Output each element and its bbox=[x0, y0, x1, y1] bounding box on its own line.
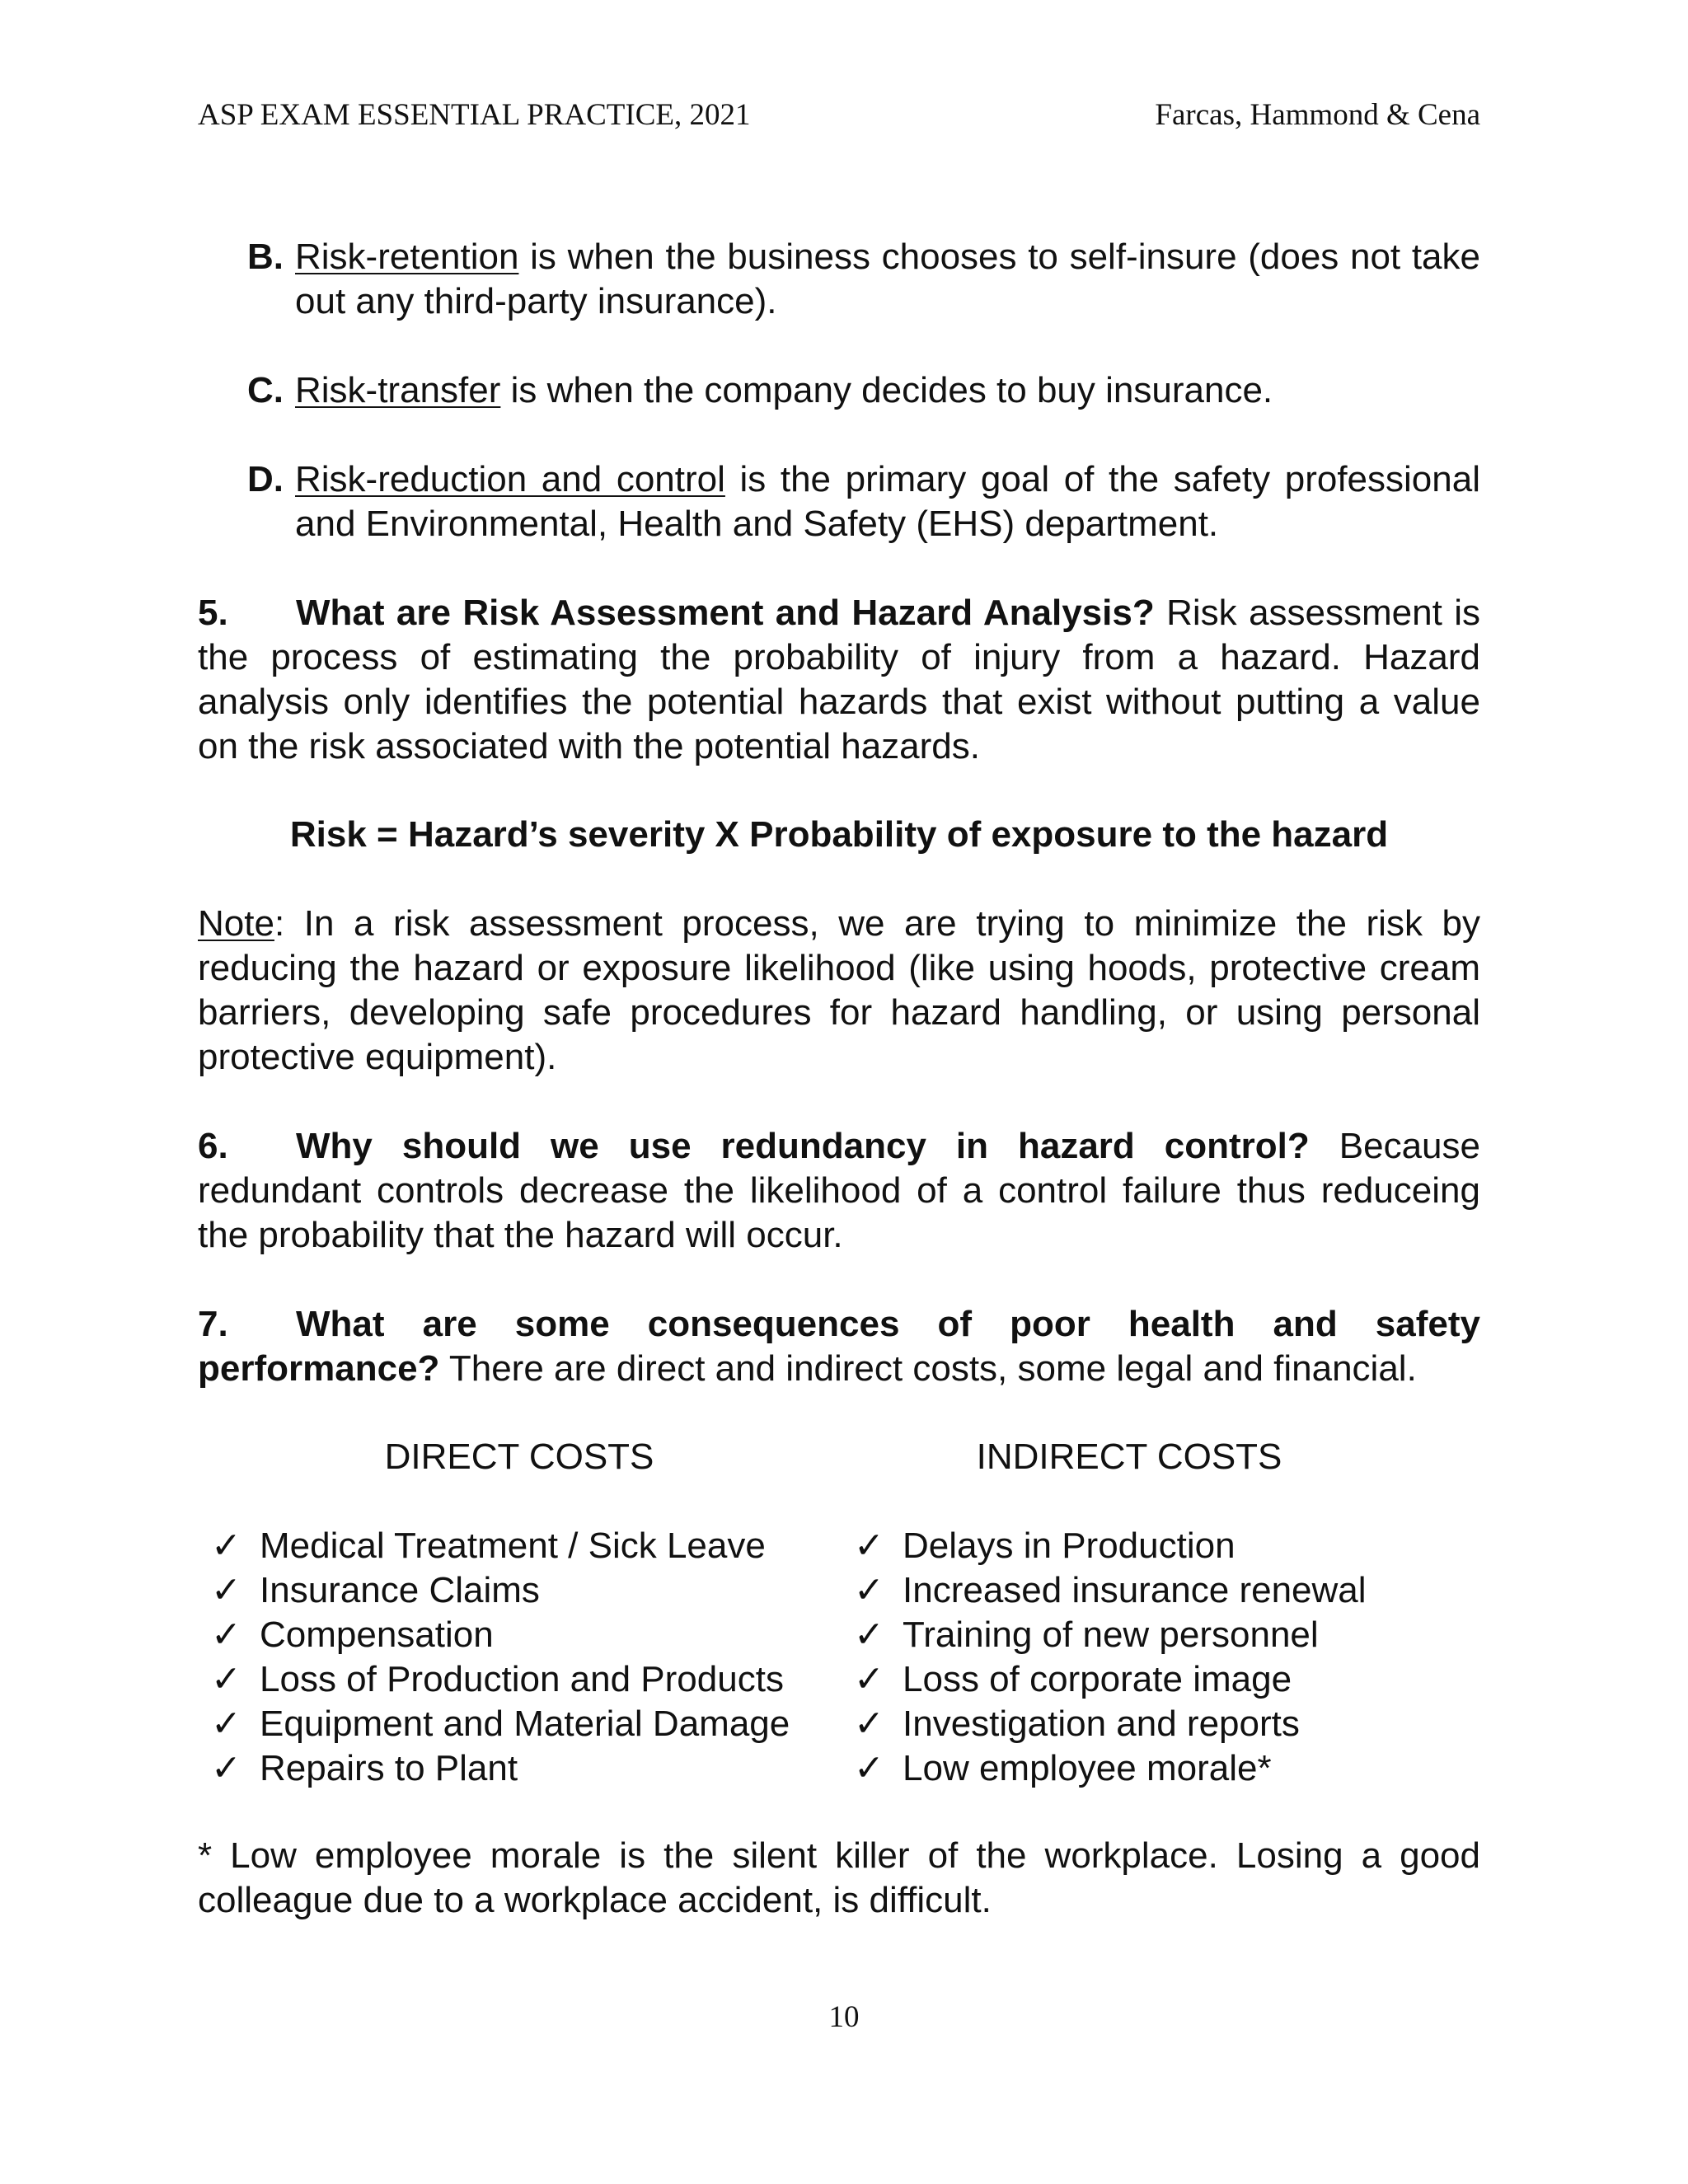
list-item bbox=[198, 1613, 841, 1657]
list-item bbox=[198, 1568, 841, 1613]
page-number: 10 bbox=[828, 2000, 860, 2034]
list-item bbox=[841, 1746, 1480, 1791]
list-item-text: Investigation and reports bbox=[903, 1704, 1300, 1744]
list-item bbox=[841, 1702, 1480, 1746]
page-content bbox=[198, 235, 1480, 1923]
footnote: * Low employee morale is the silent killer of the workplace. Losing a good colleague due to a workplace accident, is difficult. bbox=[198, 1835, 1480, 1920]
item-text: is when the company decides to buy insurance. bbox=[500, 370, 1273, 410]
direct-costs-column bbox=[198, 1435, 841, 1791]
question-text: Why should we use redundancy in hazard control? bbox=[296, 1126, 1310, 1166]
item-letter: D. bbox=[247, 459, 284, 499]
risk-formula: Risk = Hazard’s severity X Probability of exposure to the hazard bbox=[289, 814, 1389, 855]
direct-costs-list bbox=[198, 1524, 841, 1791]
item-text: is when the business chooses to self-insure (does not take out any third-party insurance). bbox=[295, 237, 1480, 321]
running-header bbox=[198, 97, 1480, 133]
list-item bbox=[198, 1657, 841, 1702]
item-letter: B. bbox=[247, 237, 284, 277]
question-number: 6. bbox=[198, 1126, 228, 1166]
list-item-text: Training of new personnel bbox=[903, 1615, 1319, 1655]
costs-columns bbox=[198, 1435, 1480, 1791]
note-paragraph bbox=[198, 902, 1480, 1080]
checkmark-icon: ✓ bbox=[854, 1659, 884, 1699]
checkmark-icon: ✓ bbox=[854, 1570, 884, 1610]
header-authors: Farcas, Hammond & Cena bbox=[1155, 98, 1480, 132]
list-item-text: Low employee morale* bbox=[903, 1748, 1272, 1788]
question-5 bbox=[198, 591, 1480, 769]
question-text: What are some consequences of poor health and safety performance? bbox=[198, 1304, 1480, 1389]
note-label: Note bbox=[198, 903, 274, 944]
list-item bbox=[841, 1568, 1480, 1613]
checkmark-icon: ✓ bbox=[854, 1615, 884, 1655]
list-item-d bbox=[198, 457, 1480, 546]
indirect-costs-list bbox=[841, 1524, 1480, 1791]
list-item-text: Loss of corporate image bbox=[903, 1659, 1292, 1699]
checkmark-icon: ✓ bbox=[211, 1659, 241, 1699]
list-item bbox=[841, 1524, 1480, 1568]
list-item bbox=[841, 1613, 1480, 1657]
list-item-text: Insurance Claims bbox=[260, 1570, 540, 1610]
answer-text: There are direct and indirect costs, some legal and financial. bbox=[439, 1348, 1417, 1389]
item-term: Risk-reduction and control bbox=[295, 459, 725, 499]
answer-text: Risk assessment is the process of estimating the probability of injury from a hazard. Hazard analysis only identifies the potential hazards that exist without putting a value on the risk associated with the potential hazards. bbox=[198, 593, 1480, 766]
list-item-b bbox=[198, 235, 1480, 324]
list-item-text: Compensation bbox=[260, 1615, 494, 1655]
indirect-costs-column bbox=[841, 1435, 1480, 1791]
question-text: What are Risk Assessment and Hazard Analysis? bbox=[296, 593, 1155, 633]
item-term: Risk-transfer bbox=[295, 370, 501, 410]
checkmark-icon: ✓ bbox=[211, 1704, 241, 1744]
header-title: ASP EXAM ESSENTIAL PRACTICE, 2021 bbox=[198, 98, 751, 132]
list-item-text: Increased insurance renewal bbox=[903, 1570, 1367, 1610]
question-number: 5. bbox=[198, 593, 228, 633]
item-text: is the primary goal of the safety professional and Environmental, Health and Safety (EHS) department. bbox=[295, 459, 1480, 544]
list-item bbox=[841, 1657, 1480, 1702]
question-6 bbox=[198, 1124, 1480, 1258]
list-item-text: Repairs to Plant bbox=[260, 1748, 518, 1788]
list-item-text: Equipment and Material Damage bbox=[260, 1704, 790, 1744]
question-number: 7. bbox=[198, 1304, 228, 1344]
item-term: Risk-retention bbox=[295, 237, 519, 277]
list-item-text: Medical Treatment / Sick Leave bbox=[260, 1526, 766, 1566]
checkmark-icon: ✓ bbox=[211, 1570, 241, 1610]
item-letter: C. bbox=[247, 370, 284, 410]
list-item-c bbox=[198, 368, 1480, 413]
list-item-text: Loss of Production and Products bbox=[260, 1659, 784, 1699]
note-text: : In a risk assessment process, we are trying to minimize the risk by reducing the hazard or exposure likelihood (like using hoods, protective cream barriers, developing safe procedures for hazard handling, or using personal protective equipment). bbox=[198, 903, 1480, 1077]
indirect-costs-heading: INDIRECT COSTS bbox=[976, 1436, 1282, 1477]
checkmark-icon: ✓ bbox=[854, 1704, 884, 1744]
list-item bbox=[198, 1746, 841, 1791]
direct-costs-heading: DIRECT COSTS bbox=[384, 1436, 654, 1477]
answer-text: Because redundant controls decrease the likelihood of a control failure thus reduceing the probability that the hazard will occur. bbox=[198, 1126, 1480, 1255]
checkmark-icon: ✓ bbox=[211, 1526, 241, 1566]
list-item bbox=[198, 1702, 841, 1746]
question-7 bbox=[198, 1302, 1480, 1391]
list-item-text: Delays in Production bbox=[903, 1526, 1236, 1566]
checkmark-icon: ✓ bbox=[854, 1748, 884, 1788]
list-item bbox=[198, 1524, 841, 1568]
checkmark-icon: ✓ bbox=[211, 1615, 241, 1655]
checkmark-icon: ✓ bbox=[211, 1748, 241, 1788]
checkmark-icon: ✓ bbox=[854, 1526, 884, 1566]
